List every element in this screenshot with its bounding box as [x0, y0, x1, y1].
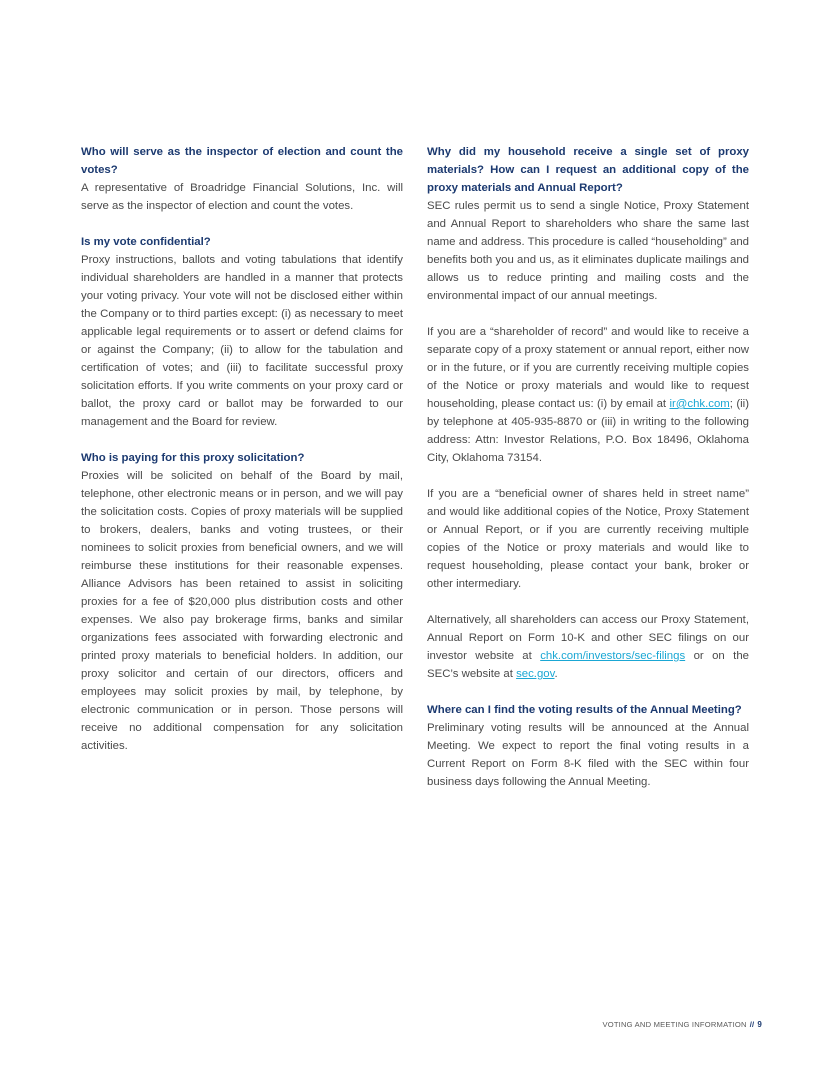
solicitation-question: Who is paying for this proxy solicitation?	[81, 452, 305, 464]
householding-rules: SEC rules permit us to send a single Notice, Proxy Statement and Annual Report to shareholders who share the same last name and address. This procedure is called “householding” and benefits both you and us, as it eliminates duplicate mailings and allows us to reduce printing and mailing costs and the environmental impact of our annual meetings.	[427, 200, 749, 302]
confidential-answer: Proxy instructions, ballots and voting tabulations that identify individual shareholders are handled in a manner that protects your voting privacy. Your vote will not be disclosed either within the Company or to third parties except: (i) as necessary to meet applicable legal requirements or to assert or defend claims for or against the Company; (ii) to allow for the tabulation and certification of votes; and (iii) to facilitate successful proxy solicitation efforts. If you write comments on your proxy card or ballot, the proxy card or ballot may be forwarded to our management and the Board for review.	[81, 254, 403, 428]
householding-beneficial-owners: If you are a “beneficial owner of shares held in street name” and would like additional copies of the Notice, Proxy Statement or Annual Report, or if you are currently receiving multiple copies of the Notice or proxy materials and would like to request householding, please contact your bank, broker or other intermediary.	[427, 488, 749, 590]
inspector-answer: A representative of Broadridge Financial Solutions, Inc. will serve as the inspector of election and count the votes.	[81, 182, 403, 212]
solicitation-answer: Proxies will be solicited on behalf of the Board by mail, telephone, other electronic means or in person, and we will pay the solicitation costs. Copies of proxy materials will be supplied to brokers, dealers, banks and voting trustees, or their nominees to solicit proxies from beneficial owners, and we will reimburse these institutions for their reasonable expenses. Alliance Advisors has been retained to assist in soliciting proxies for a fee of $20,000 plus distribution costs and other expenses. We also pay brokerage firms, banks and similar organizations fees associated with forwarding electronic and printed proxy materials to beneficial holders. In addition, our proxy solicitor and certain of our directors, officers and employees may solicit proxies by mail, by telephone, by electronic communication or in person. Those persons will receive no additional compensation for any solicitation activities.	[81, 470, 403, 752]
inspector-question: Who will serve as the inspector of election and count the votes?	[81, 146, 403, 176]
inspector-section	[81, 143, 403, 215]
householding-question: Why did my household receive a single set of proxy materials? How can I request an additional copy of the proxy materials and Annual Report?	[427, 146, 749, 194]
confidential-section	[81, 233, 403, 431]
record-holders-text-b: ; (ii) by telephone at 405-935-8870 or (iii) in writing to the following address: Attn: Investor Relations, P.O. Box 18496, Oklahoma City, Oklahoma 73154.	[427, 398, 749, 464]
alternative-text-a: Alternatively, all shareholders can access our Proxy Statement, Annual Report on Form 10-K and other SEC filings on our investor website at	[427, 614, 749, 662]
householding-record-holders	[427, 323, 749, 467]
footer-section-title: VOTING AND MEETING INFORMATION	[602, 1020, 747, 1029]
right-column	[427, 143, 749, 809]
page-number: 9	[757, 1020, 762, 1029]
record-holders-text-a: If you are a “shareholder of record” and would like to receive a separate copy of a proxy statement or annual report, either now or in the future, or if you are currently receiving multiple copies of the Notice or proxy materials and would like to request householding, please contact us: (i) by email at	[427, 326, 749, 410]
ir-email-link[interactable]: ir@chk.com	[669, 398, 730, 410]
sec-gov-link[interactable]: sec.gov	[516, 668, 555, 680]
voting-results-section	[427, 701, 749, 791]
footer-separator: //	[749, 1020, 755, 1029]
solicitation-section	[81, 449, 403, 755]
householding-section	[427, 143, 749, 683]
alternative-text-c: .	[554, 668, 558, 680]
confidential-question: Is my vote confidential?	[81, 236, 211, 248]
page-footer	[602, 1020, 762, 1029]
householding-alternative-access	[427, 611, 749, 683]
left-column	[81, 143, 403, 773]
sec-filings-link[interactable]: chk.com/investors/sec-filings	[540, 650, 686, 662]
voting-results-answer: Preliminary voting results will be announced at the Annual Meeting. We expect to report the final voting results in a Current Report on Form 8-K filed with the SEC within four business days following the Annual Meeting.	[427, 722, 749, 788]
alternative-text-b: or on the SEC’s website at	[427, 650, 749, 680]
voting-results-question: Where can I find the voting results of the Annual Meeting?	[427, 704, 742, 716]
